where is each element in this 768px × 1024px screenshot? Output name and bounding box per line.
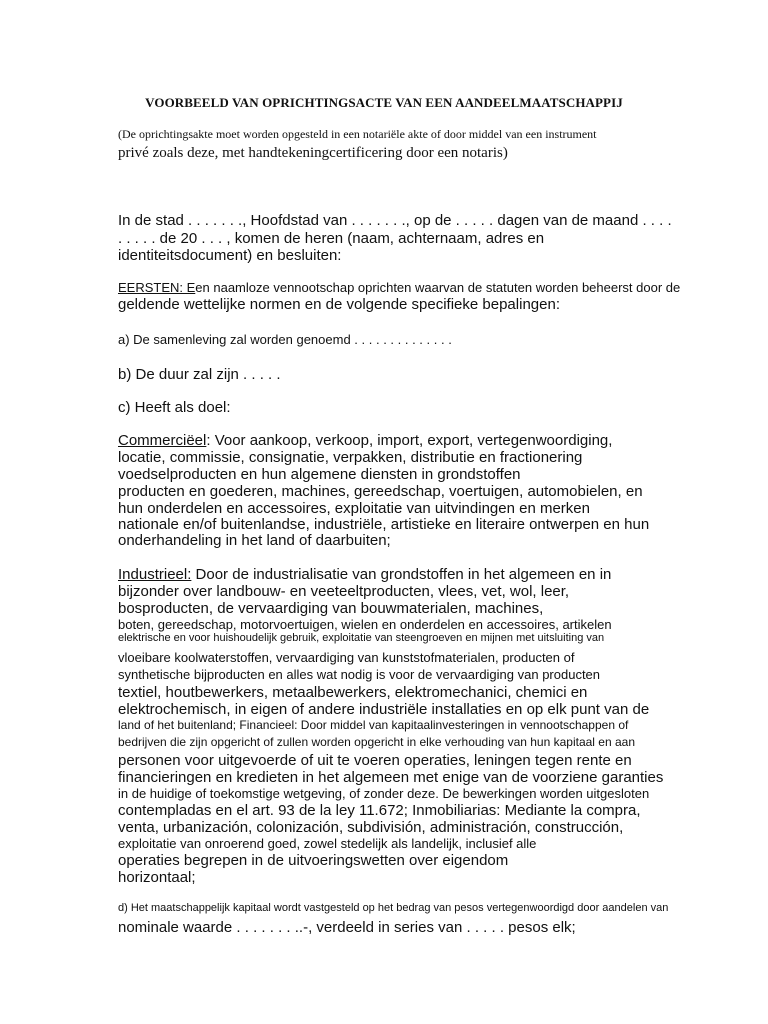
industrieel-line-7: synthetische bijproducten en alles wat nodig is voor de vervaardiging van producten bbox=[118, 667, 601, 682]
commercieel-line-4: producten en goederen, machines, gereedschap, voertuigen, automobielen, en bbox=[118, 483, 643, 500]
industrieel-line-13: financieringen en kredieten in het algemeen met enige van de voorziene garanties bbox=[118, 769, 664, 786]
industrieel-line-14: in de huidige of toekomstige wetgeving, of zonder deze. De bewerkingen worden uitgesloten bbox=[118, 786, 650, 801]
commercieel-line-3: voedselproducten en hun algemene diensten in grondstoffen bbox=[118, 466, 521, 483]
note-line-2: privé zoals deze, met handtekeningcertificering door een notaris) bbox=[118, 145, 508, 161]
eersten-line-1 bbox=[118, 281, 680, 294]
commercieel-text: : Voor aankoop, verkoop, import, export, vertegenwoordiging, bbox=[206, 432, 613, 449]
industrieel-line-1 bbox=[118, 567, 611, 582]
commercieel-line-2: locatie, commissie, consignatie, verpakken, distributie en fractionering bbox=[118, 449, 583, 466]
industrieel-line-5: elektrische en voor huishoudelijk gebruik, exploitatie van steengroeven en mijnen met uitsluiting van bbox=[118, 632, 605, 644]
industrieel-line-9: elektrochemisch, in eigen of andere industriële installaties en op elk punt van de bbox=[118, 701, 650, 718]
eersten-line-2: geldende wettelijke normen en de volgende specifieke bepalingen: bbox=[118, 296, 560, 313]
industrieel-line-4: boten, gereedschap, motorvoertuigen, wielen en onderdelen en accessoires, artikelen bbox=[118, 617, 612, 632]
intro-line-3: identiteitsdocument) en besluiten: bbox=[118, 247, 342, 264]
commercieel-line-6: nationale en/of buitenlandse, industriële, artistieke en literaire ontwerpen en hun bbox=[118, 516, 650, 533]
industrieel-line-19: horizontaal; bbox=[118, 869, 196, 886]
intro-line-1: In de stad . . . . . . ., Hoofdstad van . . . . . . ., op de . . . . . dagen van de maand . . . . bbox=[118, 212, 672, 229]
industrieel-line-3: bosproducten, de vervaardiging van bouwmaterialen, machines, bbox=[118, 600, 544, 617]
industrieel-text: Door de industrialisatie van grondstoffen in het algemeen en in bbox=[191, 566, 612, 583]
industrieel-line-18: operaties begrepen in de uitvoeringswetten over eigendom bbox=[118, 852, 509, 869]
industrieel-line-10: land of het buitenland; Financieel: Door middel van kapitaalinvesteringen in vennootschappen of bbox=[118, 718, 629, 732]
industrieel-line-8: textiel, houtbewerkers, metaalbewerkers, elektromechanici, chemici en bbox=[118, 684, 588, 701]
intro-line-2: . . . . . de 20 . . . , komen de heren (naam, achternaam, adres en bbox=[118, 230, 545, 247]
industrieel-label: Industrieel: bbox=[118, 566, 192, 583]
commercieel-line-5: hun onderdelen en accessoires, exploitatie van uitvindingen en merken bbox=[118, 500, 590, 517]
industrieel-line-6: vloeibare koolwaterstoffen, vervaardiging van kunststofmaterialen, producten of bbox=[118, 650, 575, 665]
document-title: VOORBEELD VAN OPRICHTINGSACTE VAN EEN AANDEELMAATSCHAPPIJ bbox=[145, 95, 623, 110]
industrieel-line-17: exploitatie van onroerend goed, zowel stedelijk als landelijk, inclusief alle bbox=[118, 836, 537, 851]
item-d-line-1: d) Het maatschappelijk kapitaal wordt vastgesteld op het bedrag van pesos vertegenwoordigd door aandelen van bbox=[118, 902, 669, 914]
industrieel-line-15: contempladas en el art. 93 de la ley 11.672; Inmobiliarias: Mediante la compra, bbox=[118, 802, 641, 819]
item-a: a) De samenleving zal worden genoemd . . . . . . . . . . . . . . bbox=[118, 332, 452, 347]
industrieel-line-16: venta, urbanización, colonización, subdivisión, administración, construcción, bbox=[118, 819, 624, 836]
commercieel-line-7: onderhandeling in het land of daarbuiten; bbox=[118, 532, 391, 549]
industrieel-line-2: bijzonder over landbouw- en veeteeltproducten, vlees, vet, wol, leer, bbox=[118, 583, 570, 600]
item-d-line-2: nominale waarde . . . . . . . ..-, verdeeld in series van . . . . . pesos elk; bbox=[118, 919, 576, 936]
commercieel-line-1 bbox=[118, 433, 612, 448]
eersten-text: en naamloze vennootschap oprichten waarvan de statuten worden beheerst door de bbox=[195, 280, 681, 295]
eersten-label: EERSTEN: E bbox=[118, 280, 196, 295]
item-c: c) Heeft als doel: bbox=[118, 399, 231, 416]
item-b: b) De duur zal zijn . . . . . bbox=[118, 366, 281, 383]
industrieel-line-11: bedrijven die zijn opgericht of zullen worden opgericht in elke verhouding van hun kapitaal en aan bbox=[118, 735, 636, 749]
commercieel-label: Commerciëel bbox=[118, 432, 207, 449]
industrieel-line-12: personen voor uitgevoerde of uit te voeren operaties, leningen tegen rente en bbox=[118, 752, 632, 769]
note-line-1: (De oprichtingsakte moet worden opgesteld in een notariële akte of door middel van een instrument bbox=[118, 127, 597, 141]
